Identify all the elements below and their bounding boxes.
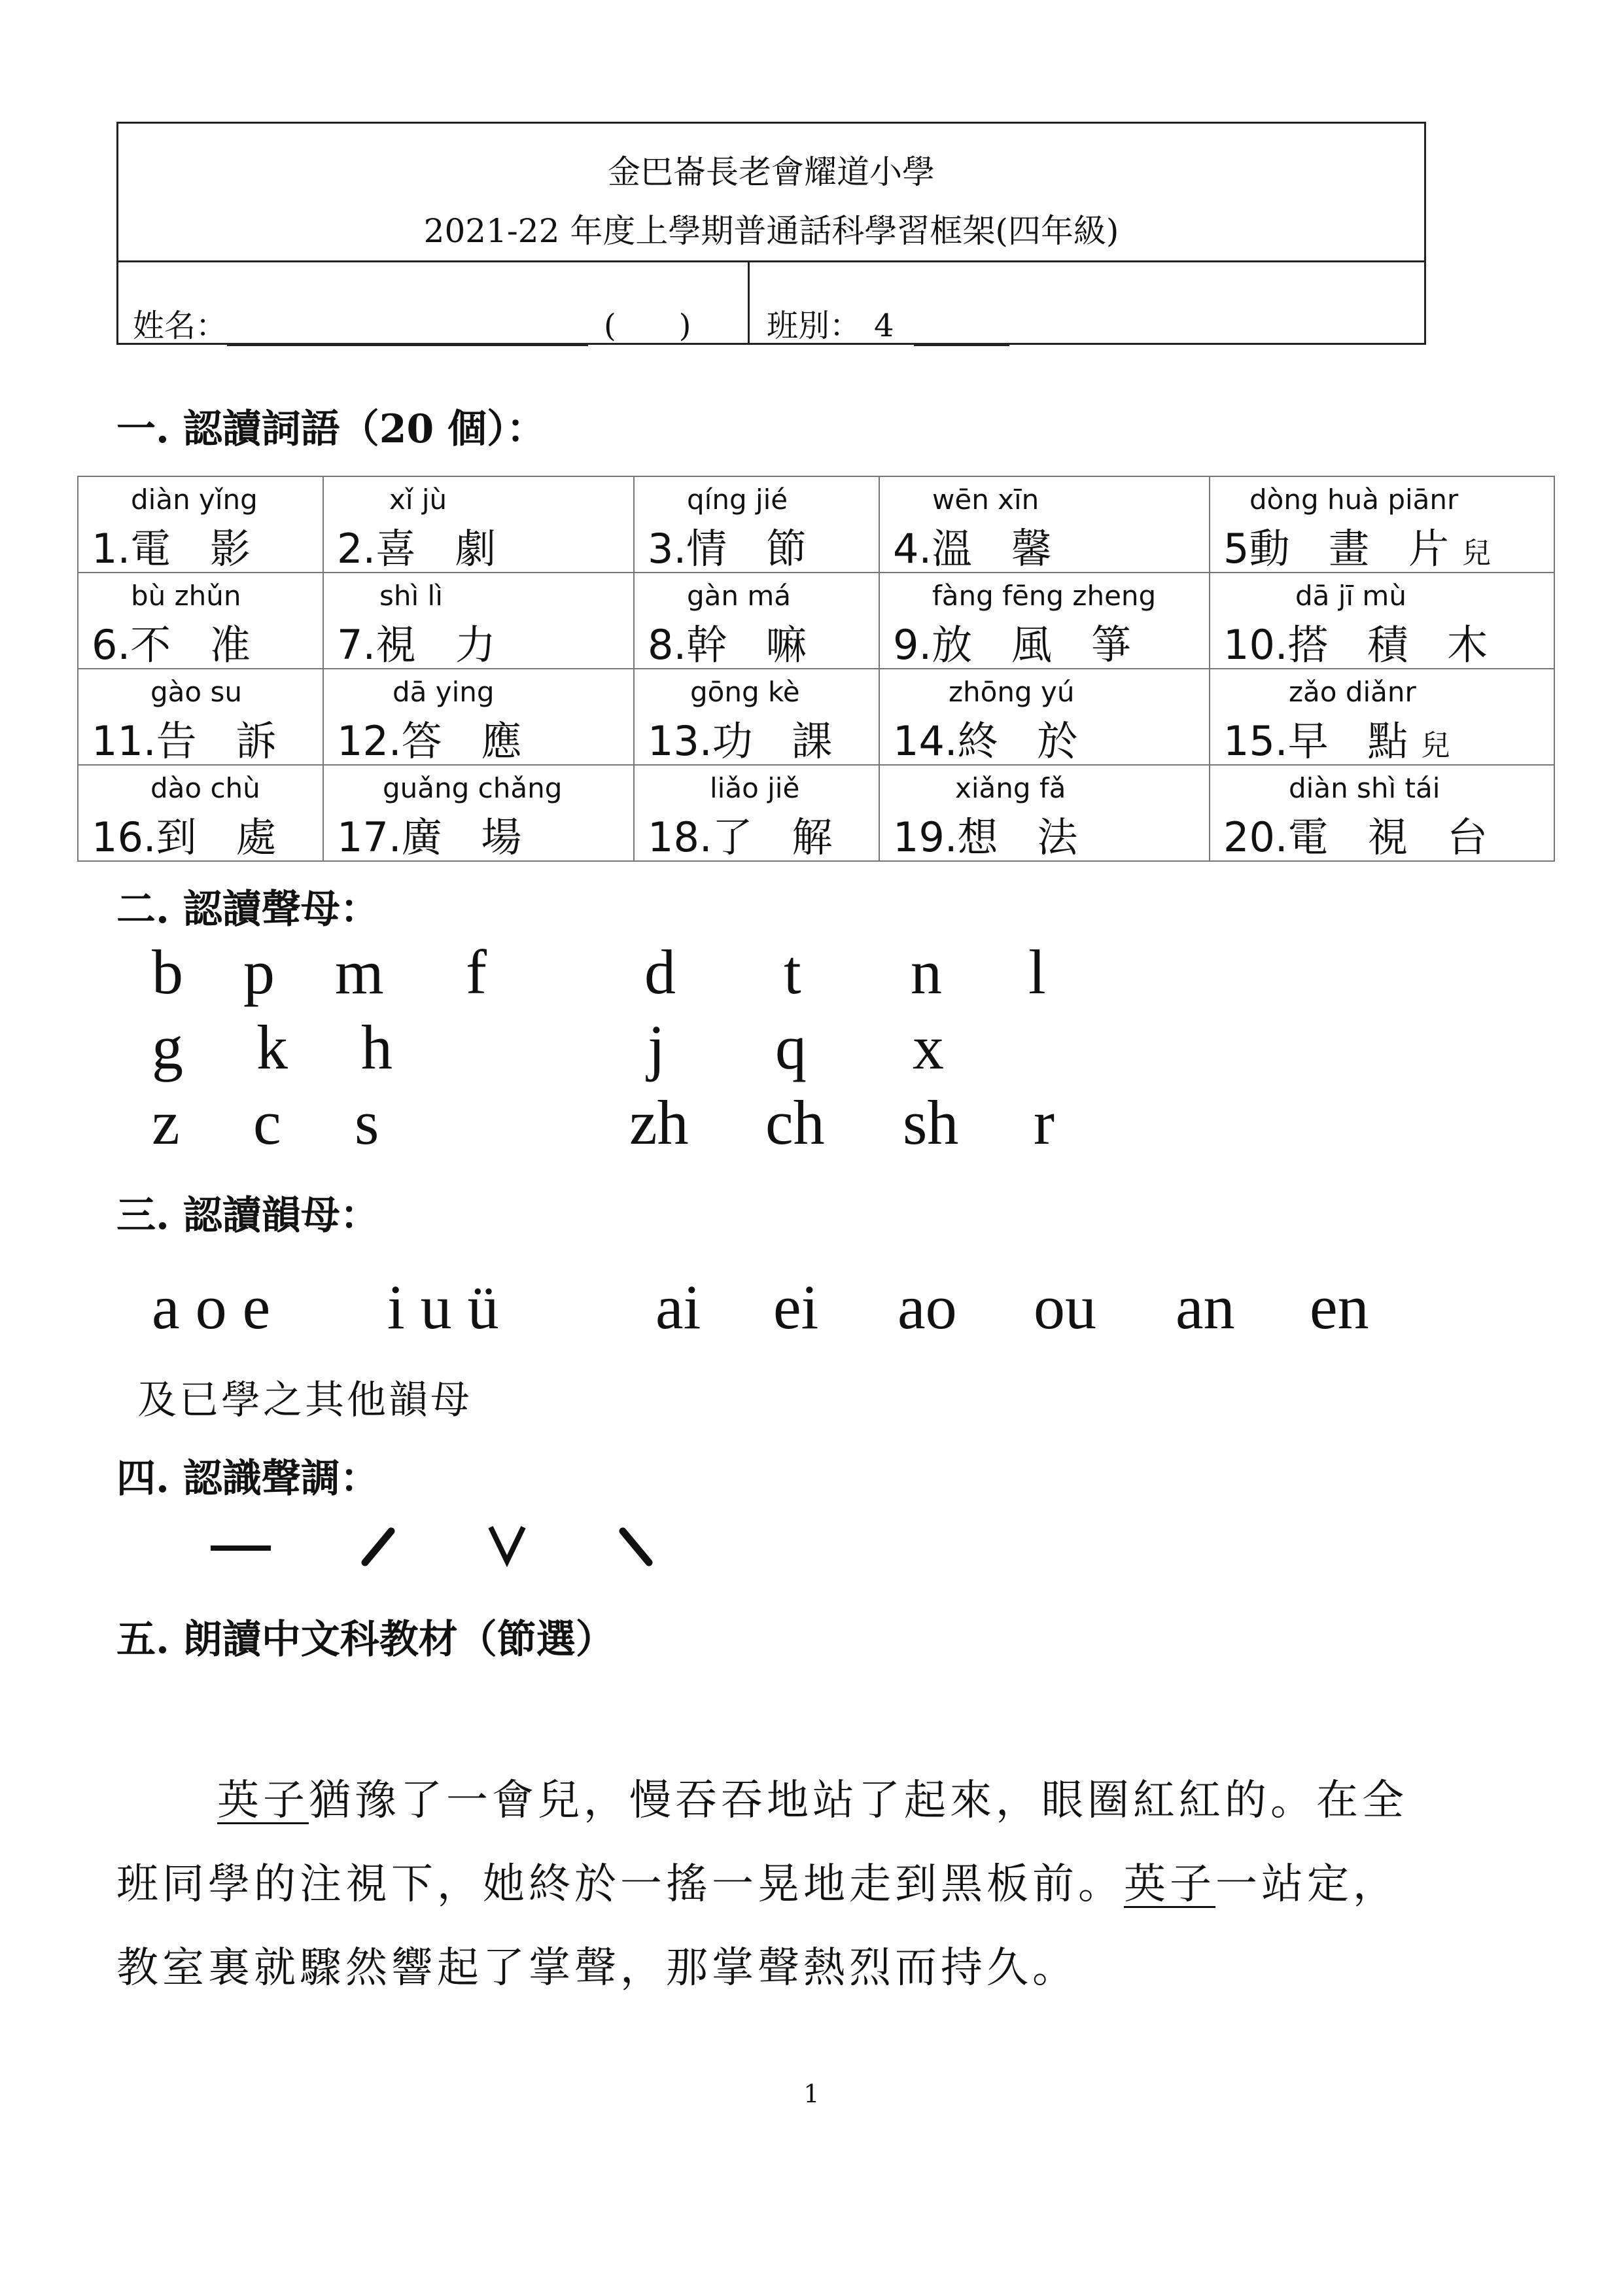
initial-l: l bbox=[1028, 937, 1046, 1007]
vocab-word: 18.了 解 bbox=[648, 813, 846, 861]
vocab-cell bbox=[323, 573, 634, 669]
pinyin: diàn yǐng bbox=[131, 484, 258, 516]
vocab-cell bbox=[1210, 765, 1554, 861]
passage-text: 班同學的注視下，她終於一搖一晃地走到黑板前。 bbox=[116, 1860, 1124, 1909]
vocab-cell bbox=[78, 573, 323, 669]
class-value: 4 bbox=[874, 308, 894, 344]
initial-d: d bbox=[644, 937, 676, 1007]
pinyin: guǎng chǎng bbox=[383, 772, 563, 804]
vocab-cell bbox=[78, 476, 323, 573]
vocab-cell bbox=[879, 765, 1210, 861]
passage-line-3 bbox=[116, 1934, 1078, 1994]
vocab-word: 4.溫 馨 bbox=[893, 525, 1065, 573]
first-tone-icon bbox=[208, 1525, 273, 1570]
class-number-paren-close: ) bbox=[678, 308, 691, 344]
vocab-word: 11.告 訴 bbox=[92, 717, 290, 765]
initial-f: f bbox=[466, 937, 487, 1007]
initial-ch: ch bbox=[765, 1087, 825, 1157]
vocab-cell bbox=[634, 669, 879, 765]
vocab-word: 13.功 課 bbox=[648, 717, 846, 765]
pinyin: bù zhǔn bbox=[131, 580, 241, 612]
final-group-aoe: a o e bbox=[152, 1272, 271, 1342]
vocab-cell bbox=[1210, 476, 1554, 573]
initial-s: s bbox=[355, 1087, 379, 1157]
pinyin: fàng fēng zheng bbox=[932, 580, 1157, 612]
pinyin: wēn xīn bbox=[932, 484, 1039, 516]
passage-line-1 bbox=[116, 1767, 1408, 1827]
initial-t: t bbox=[784, 937, 801, 1007]
pinyin: dào chù bbox=[150, 772, 260, 804]
initial-q: q bbox=[775, 1012, 807, 1082]
vocab-cell bbox=[323, 476, 634, 573]
class-blank[interactable] bbox=[914, 308, 1009, 346]
vocab-word: 20.電 視 台 bbox=[1223, 813, 1501, 861]
pinyin: dā jī mù bbox=[1295, 580, 1406, 612]
passage-line-2 bbox=[116, 1850, 1399, 1911]
page-number: 1 bbox=[803, 2079, 820, 2108]
pinyin: dā ying bbox=[393, 676, 495, 708]
table-row bbox=[78, 573, 1554, 669]
final-en: en bbox=[1310, 1272, 1369, 1342]
finals-note: 及已學之其他韻母 bbox=[137, 1377, 472, 1423]
term-title: 2021-22 年度上學期普通話科學習框架(四年級) bbox=[423, 212, 1119, 250]
name-label: 姓名： bbox=[133, 308, 228, 344]
vocab-word: 6.不 准 bbox=[92, 621, 264, 669]
vocab-word: 19.想 法 bbox=[893, 813, 1091, 861]
section-heading-reading: 五. 朗讀中文科教材（節選） bbox=[116, 1617, 615, 1663]
passage-text: 猶豫了一會兒，慢吞吞地站了起來，眼圈紅紅的。在全 bbox=[309, 1776, 1408, 1825]
pinyin: liǎo jiě bbox=[710, 772, 800, 804]
final-ao: ao bbox=[898, 1272, 957, 1342]
vocab-cell bbox=[323, 765, 634, 861]
vocab-cell bbox=[78, 765, 323, 861]
vocab-cell bbox=[879, 476, 1210, 573]
pinyin: xǐ jù bbox=[389, 484, 447, 516]
passage-text: 一站定， bbox=[1215, 1860, 1399, 1909]
class-label: 班別： bbox=[767, 308, 862, 344]
vocab-word: 7.視 力 bbox=[337, 621, 509, 669]
section-heading-vocabulary: 一. 認讀詞語（20 個）： bbox=[116, 406, 546, 452]
vocabulary-table bbox=[77, 476, 1555, 862]
section-heading-finals: 三. 認讀韻母： bbox=[116, 1193, 379, 1239]
name-blank[interactable] bbox=[227, 308, 588, 346]
vocab-word: 16.到 處 bbox=[92, 813, 290, 861]
pinyin: gàn má bbox=[687, 580, 792, 612]
proper-name-yingzi: 英子 bbox=[217, 1776, 309, 1825]
vocab-word: 15.早 點兒 bbox=[1223, 717, 1450, 765]
vocab-cell bbox=[634, 476, 879, 573]
vocab-cell bbox=[1210, 573, 1554, 669]
vocab-cell bbox=[1210, 669, 1554, 765]
initial-g: g bbox=[152, 1012, 183, 1082]
vocab-word: 5動 畫 片兒 bbox=[1223, 525, 1491, 573]
pinyin: zhōng yú bbox=[949, 676, 1075, 708]
table-row bbox=[78, 765, 1554, 861]
initial-j: j bbox=[648, 1012, 665, 1082]
pinyin: gōng kè bbox=[690, 676, 800, 708]
vocab-word: 10.搭 積 木 bbox=[1223, 621, 1501, 669]
vocab-word: 8.幹 嘛 bbox=[648, 621, 820, 669]
class-number-paren-open: ( bbox=[604, 308, 616, 344]
school-name: 金巴崙長老會耀道小學 bbox=[608, 153, 935, 191]
second-tone-icon bbox=[358, 1517, 398, 1569]
initial-b: b bbox=[152, 937, 183, 1007]
final-group-iuv: i u ü bbox=[387, 1272, 499, 1342]
class-cell bbox=[750, 262, 1426, 345]
pinyin: diàn shì tái bbox=[1289, 772, 1440, 804]
pinyin: xiǎng fǎ bbox=[955, 772, 1066, 804]
vocab-word: 17.廣 場 bbox=[337, 813, 535, 861]
initial-p: p bbox=[243, 937, 275, 1007]
initial-r: r bbox=[1034, 1087, 1055, 1157]
proper-name-yingzi: 英子 bbox=[1124, 1860, 1215, 1909]
passage-text: 教室裏就驟然響起了掌聲，那掌聲熱烈而持久。 bbox=[116, 1944, 1078, 1992]
vocab-cell bbox=[879, 573, 1210, 669]
final-ei: ei bbox=[773, 1272, 819, 1342]
third-tone-icon bbox=[484, 1518, 530, 1570]
vocab-cell bbox=[879, 669, 1210, 765]
vocab-word: 3.情 節 bbox=[648, 525, 820, 573]
table-row bbox=[78, 669, 1554, 765]
vocab-cell bbox=[634, 573, 879, 669]
pinyin: gào su bbox=[150, 676, 242, 708]
initial-n: n bbox=[911, 937, 942, 1007]
final-ai: ai bbox=[655, 1272, 701, 1342]
initial-sh: sh bbox=[903, 1087, 959, 1157]
header-box bbox=[116, 122, 1426, 345]
table-row bbox=[78, 476, 1554, 573]
vocab-cell bbox=[634, 765, 879, 861]
section-heading-initials: 二. 認讀聲母： bbox=[116, 887, 379, 932]
initial-m: m bbox=[335, 937, 384, 1007]
initial-c: c bbox=[253, 1087, 281, 1157]
initial-h: h bbox=[361, 1012, 393, 1082]
name-cell bbox=[118, 262, 750, 345]
vocab-cell bbox=[78, 669, 323, 765]
pinyin: shì lì bbox=[379, 580, 443, 612]
initial-zh: zh bbox=[629, 1087, 689, 1157]
vocab-word: 2.喜 劇 bbox=[337, 525, 509, 573]
pinyin: zǎo diǎnr bbox=[1289, 676, 1416, 708]
vocab-word: 9.放 風 箏 bbox=[893, 621, 1145, 669]
pinyin: dòng huà piānr bbox=[1249, 484, 1459, 516]
final-ou: ou bbox=[1034, 1272, 1096, 1342]
vocab-cell bbox=[323, 669, 634, 765]
fourth-tone-icon bbox=[616, 1517, 655, 1569]
pinyin: qíng jié bbox=[687, 484, 788, 516]
vocab-word: 14.終 於 bbox=[893, 717, 1091, 765]
section-heading-tones: 四. 認識聲調： bbox=[116, 1456, 379, 1502]
vocab-word: 1.電 影 bbox=[92, 525, 264, 573]
initial-x: x bbox=[913, 1012, 944, 1082]
vocab-word: 12.答 應 bbox=[337, 717, 535, 765]
initial-z: z bbox=[152, 1087, 180, 1157]
initial-k: k bbox=[256, 1012, 288, 1082]
final-an: an bbox=[1176, 1272, 1235, 1342]
header-title-row bbox=[118, 124, 1424, 262]
